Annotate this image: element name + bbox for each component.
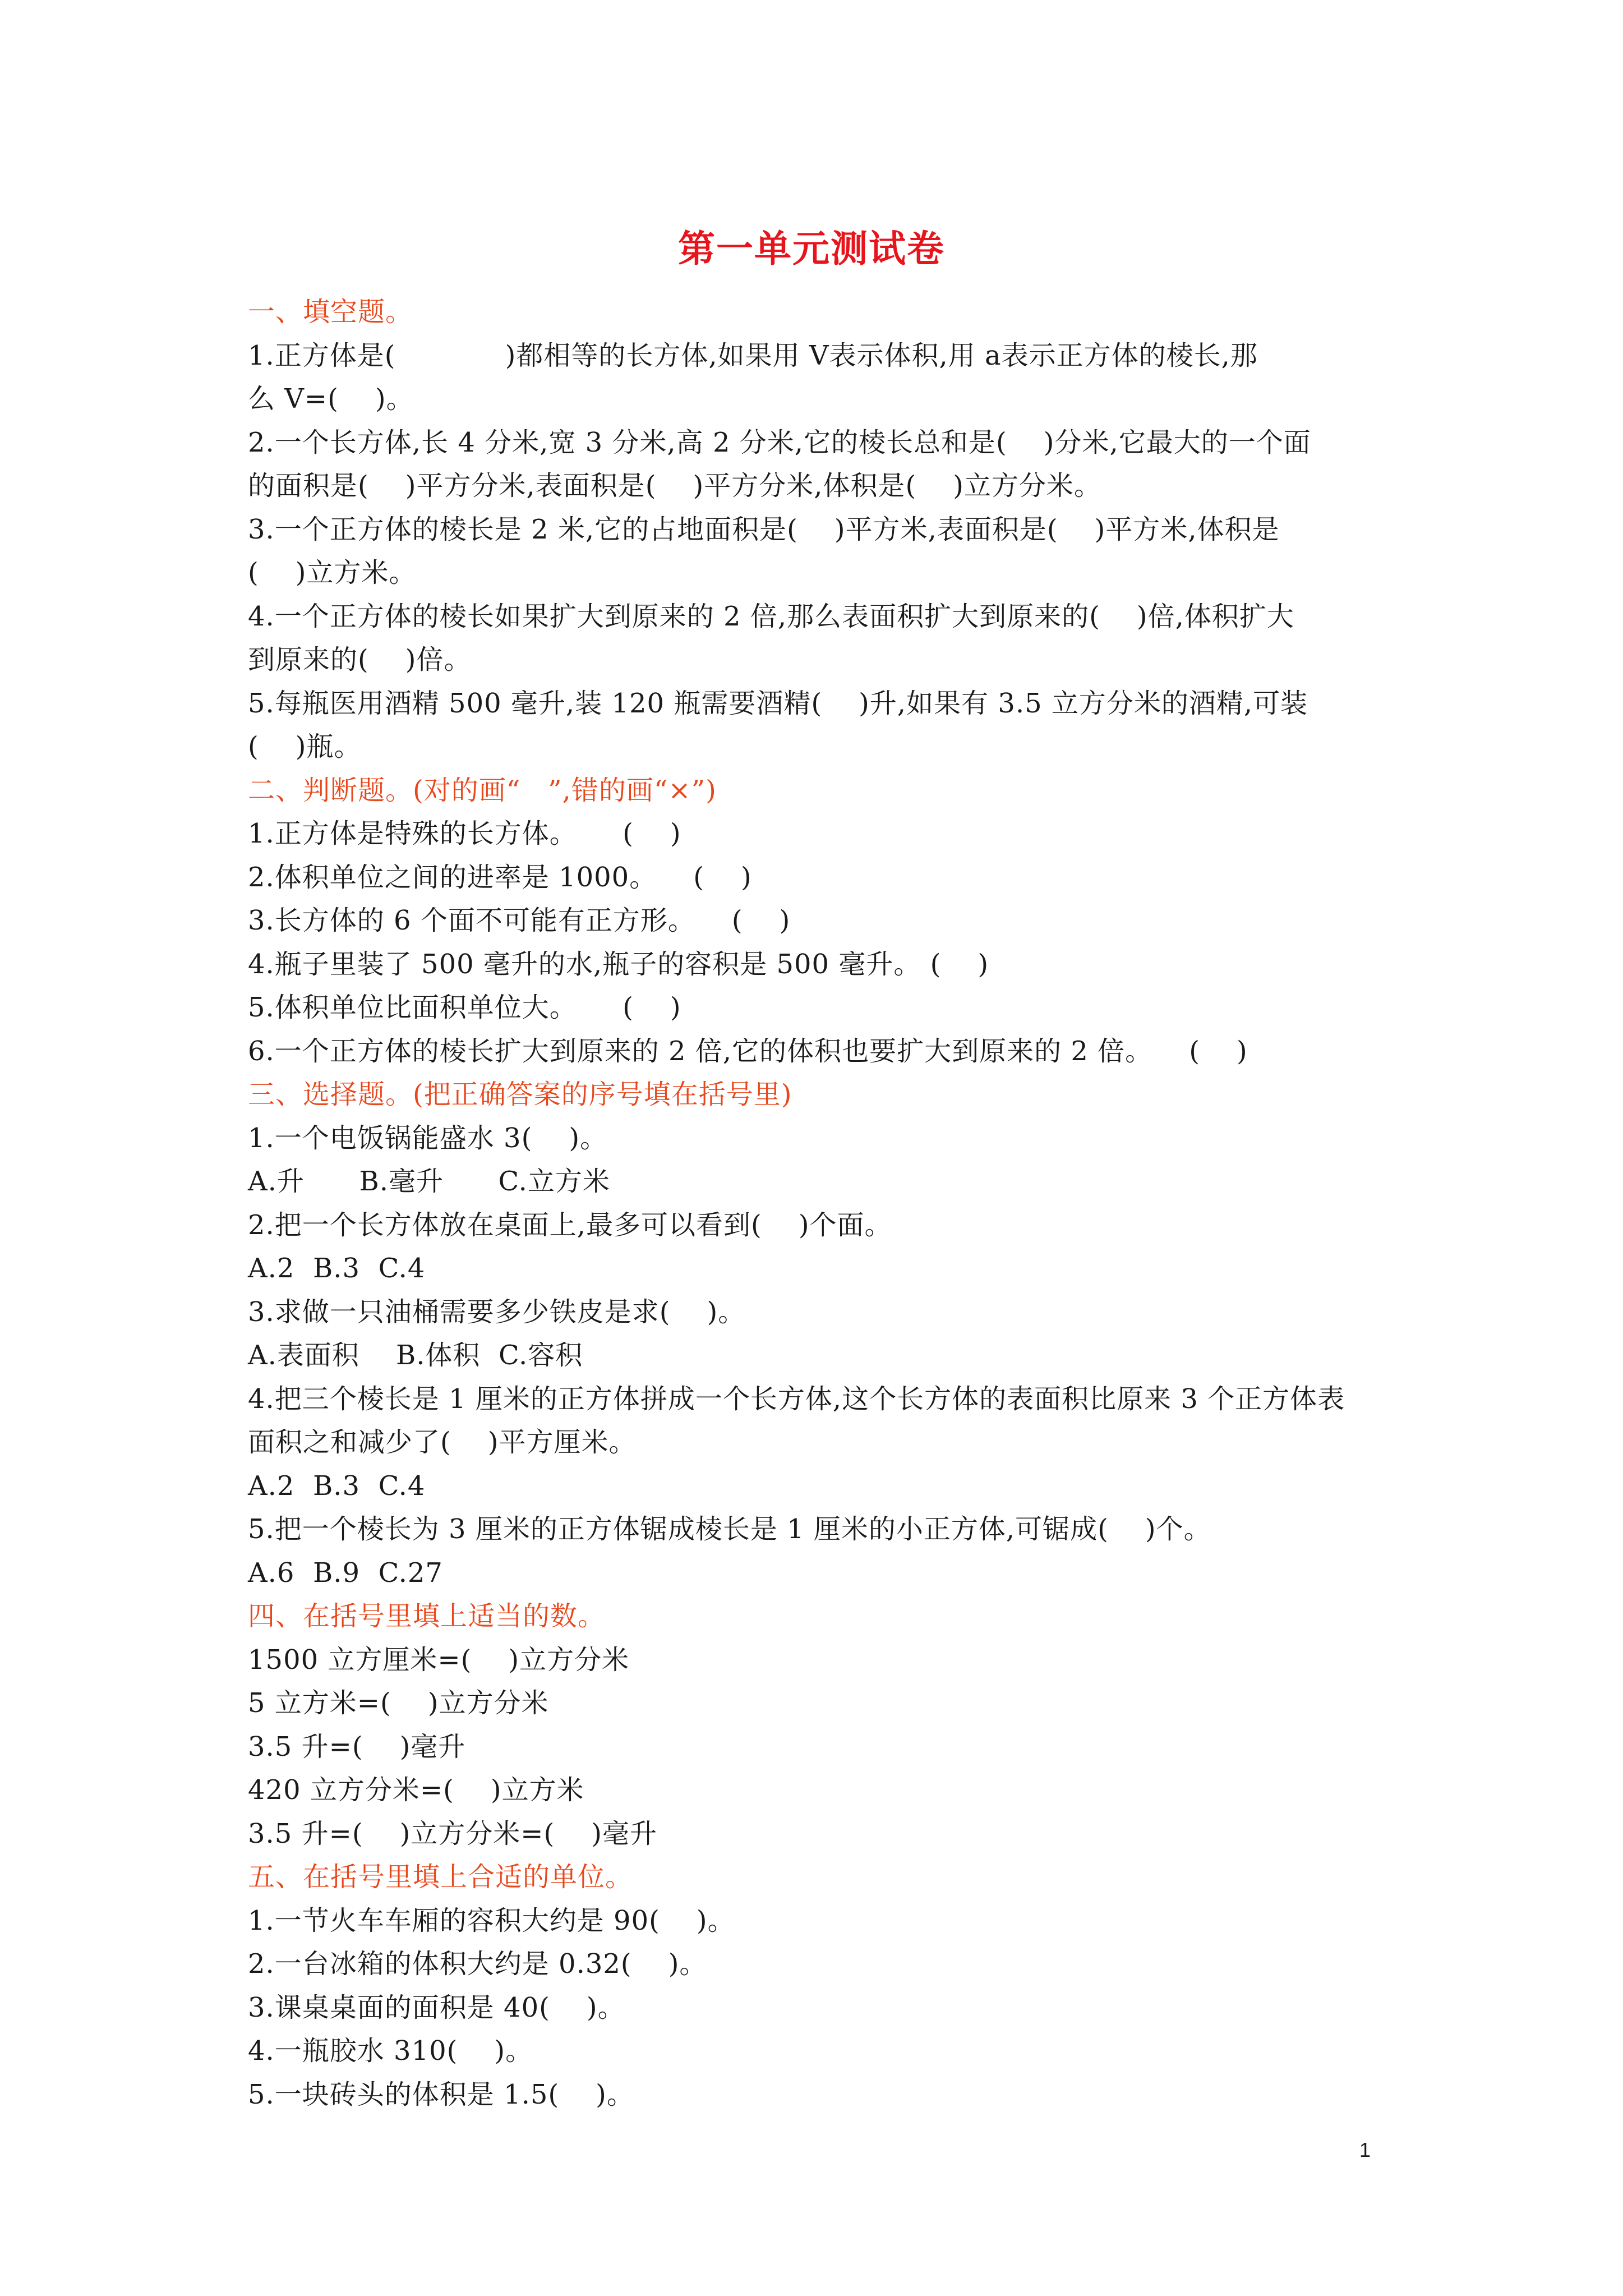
question-line: 3.课桌桌面的面积是 40( )。	[248, 1991, 625, 2023]
question-line: A.升 B.毫升 C.立方米	[248, 1166, 610, 1197]
question-line: 1.一个电饭锅能盛水 3( )。	[248, 1122, 608, 1154]
question-line: 5.体积单位比面积单位大。 ( )	[248, 992, 681, 1023]
section-heading: 四、在括号里填上适当的数。	[248, 1600, 606, 1632]
question-line: 6.一个正方体的棱长扩大到原来的 2 倍,它的体积也要扩大到原来的 2 倍。 ( )	[248, 1035, 1248, 1067]
question-line: 的面积是( )平方分米,表面积是( )平方分米,体积是( )立方分米。	[248, 470, 1101, 501]
question-line: 1.正方体是特殊的长方体。 ( )	[248, 818, 681, 849]
question-line: 3.求做一只油桶需要多少铁皮是求( )。	[248, 1296, 746, 1328]
question-line: 4.瓶子里装了 500 毫升的水,瓶子的容积是 500 毫升。 ( )	[248, 948, 989, 980]
question-line: 2.一个长方体,长 4 分米,宽 3 分米,高 2 分米,它的棱长总和是( )分米,它最大的一个面	[248, 426, 1311, 458]
question-line: 3.5 升=( )毫升	[248, 1731, 466, 1763]
question-line: 面积之和减少了( )平方厘米。	[248, 1427, 637, 1458]
section-heading: 一、填空题。	[248, 296, 413, 328]
question-line: A.2 B.3 C.4	[248, 1253, 426, 1284]
question-line: 1500 立方厘米=( )立方分米	[248, 1644, 630, 1676]
section-heading: 二、判断题。(对的画“ ”,错的画“×”)	[248, 774, 717, 806]
question-line: 到原来的( )倍。	[248, 644, 472, 675]
question-line: 2.把一个长方体放在桌面上,最多可以看到( )个面。	[248, 1209, 892, 1241]
question-line: 2.体积单位之间的进率是 1000。 ( )	[248, 861, 752, 893]
section-heading: 五、在括号里填上合适的单位。	[248, 1861, 633, 1893]
question-line: 3.长方体的 6 个面不可能有正方形。 ( )	[248, 905, 791, 936]
document-body	[248, 291, 1392, 2116]
question-line: A.6 B.9 C.27	[248, 1557, 443, 1589]
question-line: ( )立方米。	[248, 557, 417, 588]
question-line: 5 立方米=( )立方分米	[248, 1687, 549, 1719]
question-line: 4.把三个棱长是 1 厘米的正方体拼成一个长方体,这个长方体的表面积比原来 3 个正方体表	[248, 1383, 1345, 1415]
question-line: 4.一个正方体的棱长如果扩大到原来的 2 倍,那么表面积扩大到原来的( )倍,体积扩大	[248, 600, 1294, 632]
question-line: 2.一台冰箱的体积大约是 0.32( )。	[248, 1948, 707, 1980]
question-line: 420 立方分米=( )立方米	[248, 1774, 584, 1806]
question-line: A.2 B.3 C.4	[248, 1470, 426, 1502]
question-line: A.表面积 B.体积 C.容积	[248, 1340, 583, 1371]
question-line: 5.一块砖头的体积是 1.5( )。	[248, 2078, 634, 2110]
page-title: 第一单元测试卷	[678, 227, 945, 270]
question-line: 1.一节火车车厢的容积大约是 90( )。	[248, 1904, 735, 1936]
question-line: 1.正方体是( )都相等的长方体,如果用 V表示体积,用 a表示正方体的棱长,那	[248, 339, 1258, 371]
question-line: ( )瓶。	[248, 731, 362, 762]
question-line: 5.把一个棱长为 3 厘米的正方体锯成棱长是 1 厘米的小正方体,可锯成( )个。	[248, 1513, 1211, 1545]
question-line: 5.每瓶医用酒精 500 毫升,装 120 瓶需要酒精( )升,如果有 3.5 立方分米的酒精,可装	[248, 687, 1308, 719]
question-line: 3.5 升=( )立方分米=( )毫升	[248, 1818, 658, 1849]
question-line: 4.一瓶胶水 310( )。	[248, 2035, 533, 2067]
question-line: 3.一个正方体的棱长是 2 米,它的占地面积是( )平方米,表面积是( )平方米,体积是	[248, 513, 1280, 545]
page-number: 1	[1359, 2138, 1371, 2161]
question-line: 么 V=( )。	[248, 383, 414, 415]
section-heading: 三、选择题。(把正确答案的序号填在括号里)	[248, 1079, 792, 1110]
